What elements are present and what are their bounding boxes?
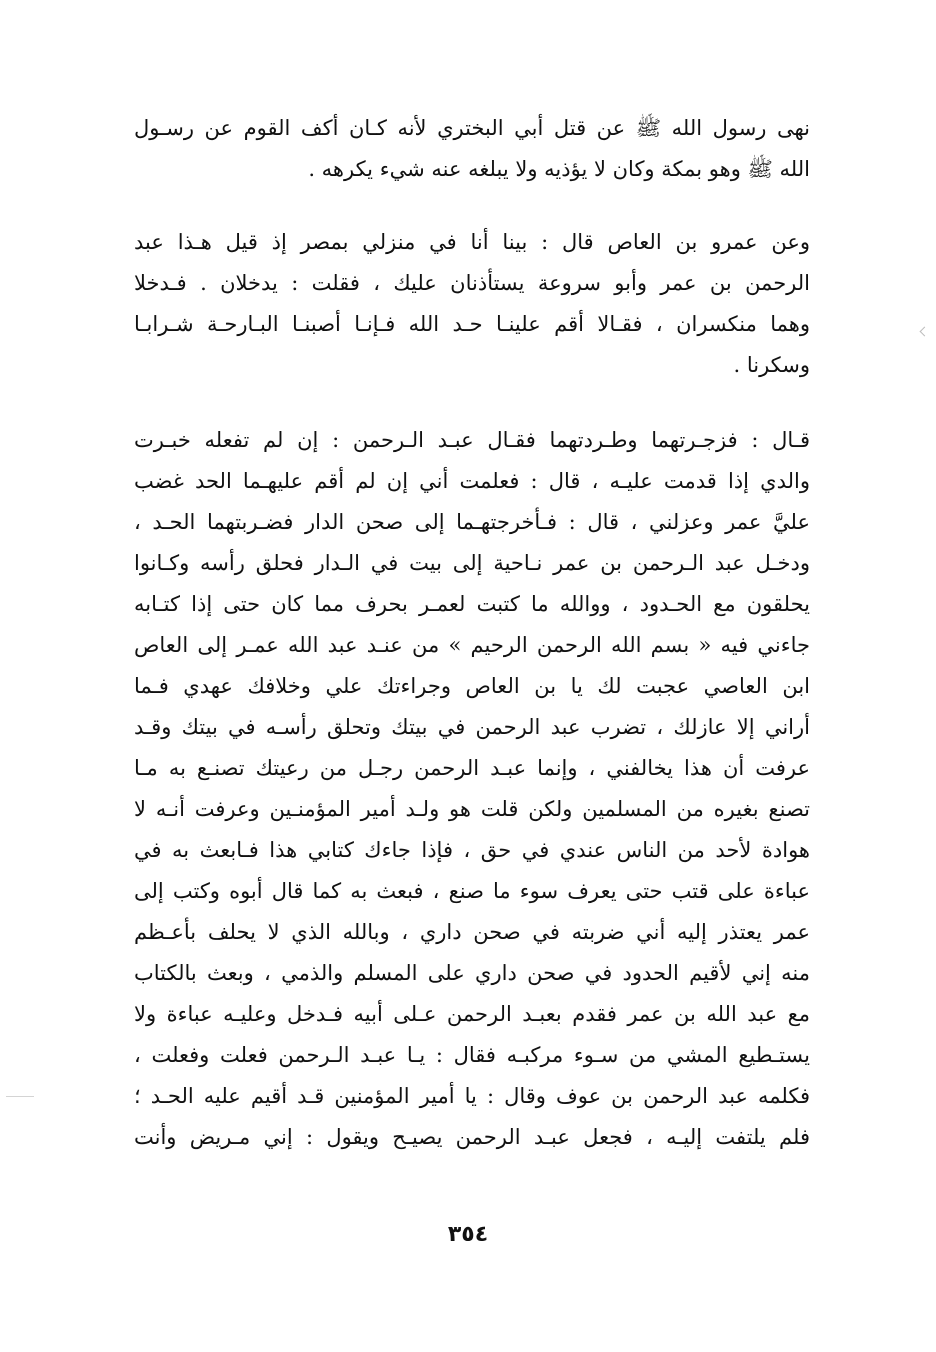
text-line: ودخـل عبد الـرحمن بن عمر نـاحية إلى بيت في الـدار فحلق رأسه وكـانوا [134, 551, 810, 575]
text-line: عباءة على قتب حتى يعرف سوء ما صنع ، فبعث به كما قال أبوه وكتب إلى [134, 879, 810, 903]
paragraph-2 [134, 222, 810, 386]
text-line: عمر يعتذر إليه أني ضربته في صحن داري ، وبالله الذي لا يحلف بأعـظم [134, 920, 810, 944]
text-line: نهى رسول الله ﷺ عن قتل أبي البختري لأنه كـان أكف القوم عن رسـول [134, 116, 810, 140]
text-line: أراني إلا عازلك ، تضرب عبد الرحمن في بيتك وتحلق رأسـه في بيتك وقـد [134, 715, 810, 739]
text-line: الرحمن بن عمر وأبو سروعة يستأذنان عليك ، فقلت : يدخلان . فـدخلا [134, 271, 810, 295]
text-line: تصنع بغيره من المسلمين ولكن قلت هو ولـد أمير المؤمنـين وعرفت أنـه لا [134, 797, 810, 821]
paragraph-1 [134, 108, 810, 190]
text-line: الله ﷺ وهو بمكة وكان لا يؤذيه ولا يبلغه عنه شيء يكرهه . [308, 157, 810, 181]
page-number: ٣٥٤ [447, 1222, 489, 1247]
text-line: ابن العاصي عجبت لك يا بن العاص وجراءتك علي وخلافك عهدي فـما [134, 674, 810, 698]
text-line: عليَّ عمر وعزلني ، قال : فـأخرجتهـما إلى صحن الدار فضـربتهما الحـد ، [134, 510, 810, 534]
text-line: وسكرنا . [733, 353, 810, 377]
text-line: وعن عمرو بن العاص قال : بينا أنا في منزلي بمصر إذ قيل هـذا عبد [134, 230, 810, 254]
text-line: فكلمه عبد الرحمن بن عوف وقال : يا أمير المؤمنين قـد أقيم عليه الحـد ؛ [134, 1084, 810, 1108]
text-line: منه إني لأقيم الحدود في صحن داري على المسلم والذمي ، وبعث بالكتاب [134, 961, 810, 985]
text-line: جاءني فيه « بسم الله الرحمن الرحيم » من عنـد عبد الله عمـر إلى العاص [134, 633, 810, 657]
text-line: هوادة لأحد من الناس عندي في حق ، فإذا جاءك كتابي هذا فـابعث به في [134, 838, 810, 862]
text-line: فلم يلتفت إليـه ، فجعل عبـد الرحمن يصيـح ويقول : إني مـريض وأنت [134, 1125, 810, 1149]
text-line: وهما منكسران ، فقـالا أقم علينـا حـد الله فـإنـا أصبنـا البـارحـة شـرابـا [134, 312, 810, 336]
text-line: مع عبد الله بن عمر فقدم بعبـد الرحمن عـلى أبيه فـدخل وعليـه عباءة ولا [134, 1002, 810, 1026]
scan-artifact [920, 327, 930, 337]
text-line: عرفت أن هذا يخالفني ، وإنما عبـد الرحمن رجـل من رعيتك تصنـع به مـا [134, 756, 810, 780]
scan-artifact [6, 1096, 34, 1099]
text-line: يحلقون مع الحـدود ، ووالله ما كتبت لعمـر بحرف مما كان حتى إذا كتـابه [134, 592, 810, 616]
text-line: قـال : فزجـرتهما وطـردتهما فقـال عبـد الـرحمن : إن لم تفعله خبـرت [134, 428, 810, 452]
paragraph-3 [134, 420, 810, 1158]
text-line: والدي إذا قدمت عليـه ، قال : فعلمت أني إن لم أقم عليهـما الحد غضب [134, 469, 810, 493]
text-line: يستـطيع المشي من سـوء مركبـه فقال : يـا عبـد الـرحمن فعلت وفعلت ، [134, 1043, 810, 1067]
